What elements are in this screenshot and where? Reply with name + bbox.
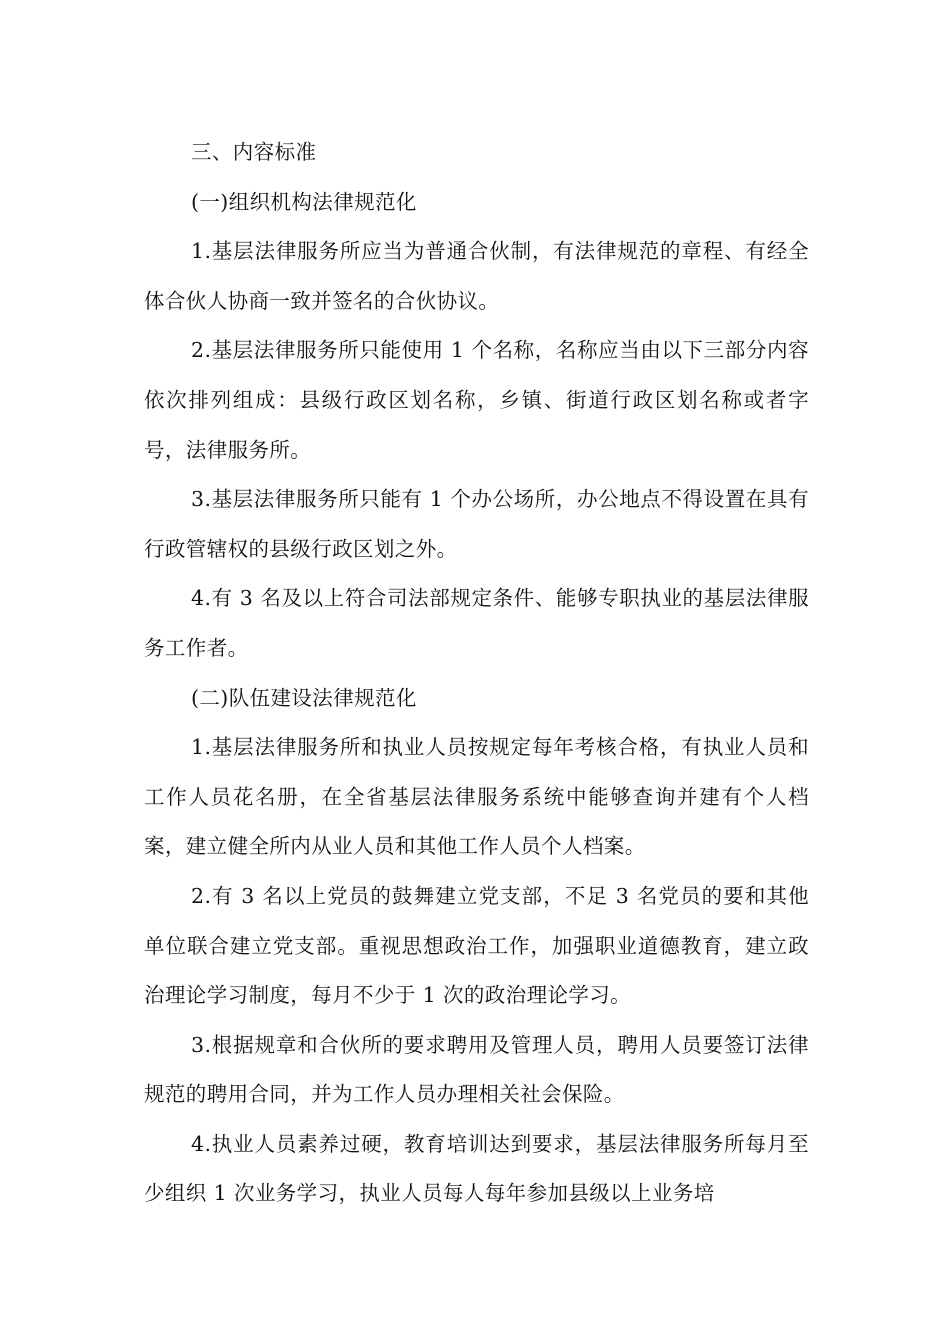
paragraph-item-2-3: 3.根据规章和合伙所的要求聘用及管理人员，聘用人员要签订法律规范的聘用合同，并为工作人员办理相关社会保险。 — [144, 1032, 809, 1107]
subheading-team: (二)队伍建设法律规范化 — [191, 685, 417, 710]
paragraph-item-2-4: 4.执业人员素养过硬，教育培训达到要求，基层法律服务所每月至少组织 1 次业务学习，执业人员每人每年参加县级以上业务培 — [144, 1131, 809, 1206]
paragraph-item-1-4: 4.有 3 名及以上符合司法部规定条件、能够专职执业的基层法律服务工作者。 — [144, 586, 809, 660]
paragraph-item-1-2: 2.基层法律服务所只能使用 1 个名称，名称应当由以下三部分内容依次排列组成：县级行政区划名称，乡镇、街道行政区划名称或者字号，法律服务所。 — [144, 338, 809, 462]
paragraph-item-2-1: 1.基层法律服务所和执业人员按规定每年考核合格，有执业人员和工作人员花名册，在全省基层法律服务系统中能够查询并建有个人档案，建立健全所内从业人员和其他工作人员个人档案。 — [144, 735, 809, 859]
section-heading: 三、内容标准 — [191, 140, 317, 164]
document-body — [144, 128, 809, 1219]
paragraph-item-1-3: 3.基层法律服务所只能有 1 个办公场所，办公地点不得设置在具有行政管辖权的县级行政区划之外。 — [144, 487, 809, 561]
paragraph-item-2-2: 2.有 3 名以上党员的鼓舞建立党支部，不足 3 名党员的要和其他单位联合建立党支部。重视思想政治工作，加强职业道德教育，建立政治理论学习制度，每月不少于 1 次的政治理论学习。 — [144, 883, 809, 1008]
paragraph-item-1-1: 1.基层法律服务所应当为普通合伙制，有法律规范的章程、有经全体合伙人协商一致并签名的合伙协议。 — [144, 239, 809, 313]
subheading-organization: (一)组织机构法律规范化 — [191, 189, 417, 214]
